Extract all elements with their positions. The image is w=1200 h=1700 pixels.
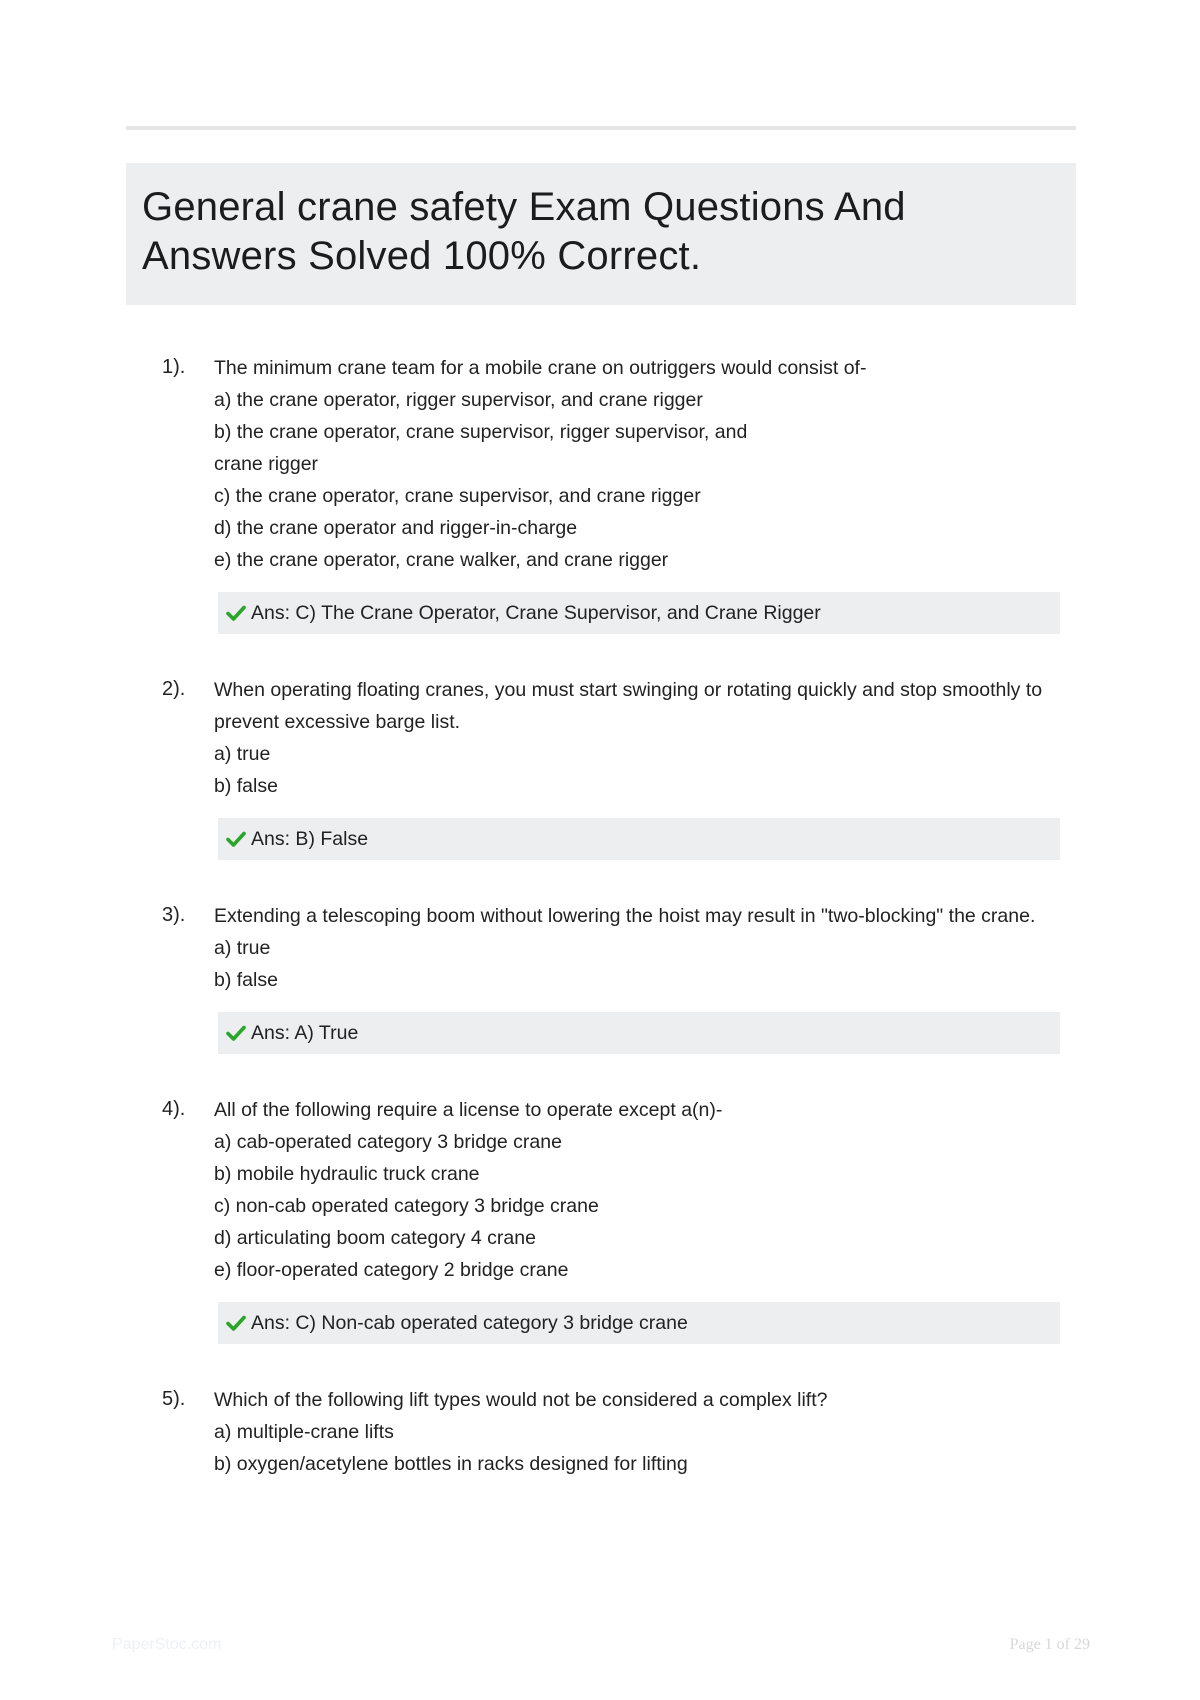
- question-stem: All of the following require a license to operate except a(n)-: [214, 1099, 723, 1121]
- question-option: e) floor-operated category 2 bridge crane: [214, 1259, 569, 1281]
- question-option: a) true: [214, 937, 271, 959]
- document-title: General crane safety Exam Questions And Answers Solved 100% Correct.: [142, 185, 906, 278]
- question-stem: When operating floating cranes, you must start swinging or rotating quickly and stop smoothly to prevent excessive barge list.: [214, 679, 1043, 733]
- question-option: a) cab-operated category 3 bridge crane: [214, 1131, 562, 1153]
- question-number: 2).: [162, 678, 186, 700]
- answer-text: Ans: C) Non-cab operated category 3 bridge crane: [251, 1311, 688, 1334]
- check-icon: [226, 1023, 246, 1043]
- question-option: b) the crane operator, crane supervisor, rigger supervisor, and: [214, 421, 748, 443]
- question-body: [214, 1384, 1054, 1480]
- question-option: crane rigger: [214, 453, 319, 475]
- question-option: d) articulating boom category 4 crane: [214, 1227, 536, 1249]
- question-item: [126, 352, 1076, 634]
- question-body: [214, 1094, 1054, 1286]
- answer-box: [218, 818, 1060, 860]
- answer-text: Ans: B) False: [251, 827, 369, 850]
- question-item: [126, 1094, 1076, 1344]
- question-stem: Extending a telescoping boom without lowering the hoist may result in "two-blocking" the crane.: [214, 905, 1036, 927]
- question-option: a) the crane operator, rigger supervisor, and crane rigger: [214, 389, 703, 411]
- check-icon: [226, 829, 246, 849]
- question-body: [214, 674, 1054, 802]
- question-option: c) the crane operator, crane supervisor, and crane rigger: [214, 485, 701, 507]
- question-option: b) false: [214, 775, 278, 797]
- question-number: 3).: [162, 904, 186, 926]
- check-icon: [226, 1313, 246, 1333]
- question-item: [126, 674, 1076, 860]
- question-number: 1).: [162, 356, 186, 378]
- answer-box: [218, 592, 1060, 634]
- footer-watermark: PaperStoc.com: [112, 1636, 222, 1653]
- question-option: a) true: [214, 743, 271, 765]
- answer-box: [218, 1012, 1060, 1054]
- question-number: 5).: [162, 1388, 186, 1410]
- question-stem: The minimum crane team for a mobile crane on outriggers would consist of-: [214, 357, 867, 379]
- title-banner: [126, 163, 1076, 305]
- question-option: b) oxygen/acetylene bottles in racks designed for lifting: [214, 1453, 688, 1475]
- question-stem: Which of the following lift types would not be considered a complex lift?: [214, 1389, 828, 1411]
- question-option: a) multiple-crane lifts: [214, 1421, 394, 1443]
- question-option: b) mobile hydraulic truck crane: [214, 1163, 480, 1185]
- answer-text: Ans: C) The Crane Operator, Crane Supervisor, and Crane Rigger: [251, 601, 821, 624]
- question-option: c) non-cab operated category 3 bridge crane: [214, 1195, 599, 1217]
- check-icon: [226, 603, 246, 623]
- answer-box: [218, 1302, 1060, 1344]
- question-option: b) false: [214, 969, 278, 991]
- header-divider: [126, 126, 1076, 130]
- question-number: 4).: [162, 1098, 186, 1120]
- question-item: [126, 1384, 1076, 1480]
- page-number: Page 1 of 29: [1009, 1636, 1090, 1653]
- question-body: [214, 900, 1054, 996]
- question-body: [214, 352, 1054, 576]
- question-option: e) the crane operator, crane walker, and crane rigger: [214, 549, 669, 571]
- answer-text: Ans: A) True: [251, 1021, 359, 1044]
- question-option: d) the crane operator and rigger-in-charge: [214, 517, 578, 539]
- question-list: [126, 352, 1076, 1520]
- question-item: [126, 900, 1076, 1054]
